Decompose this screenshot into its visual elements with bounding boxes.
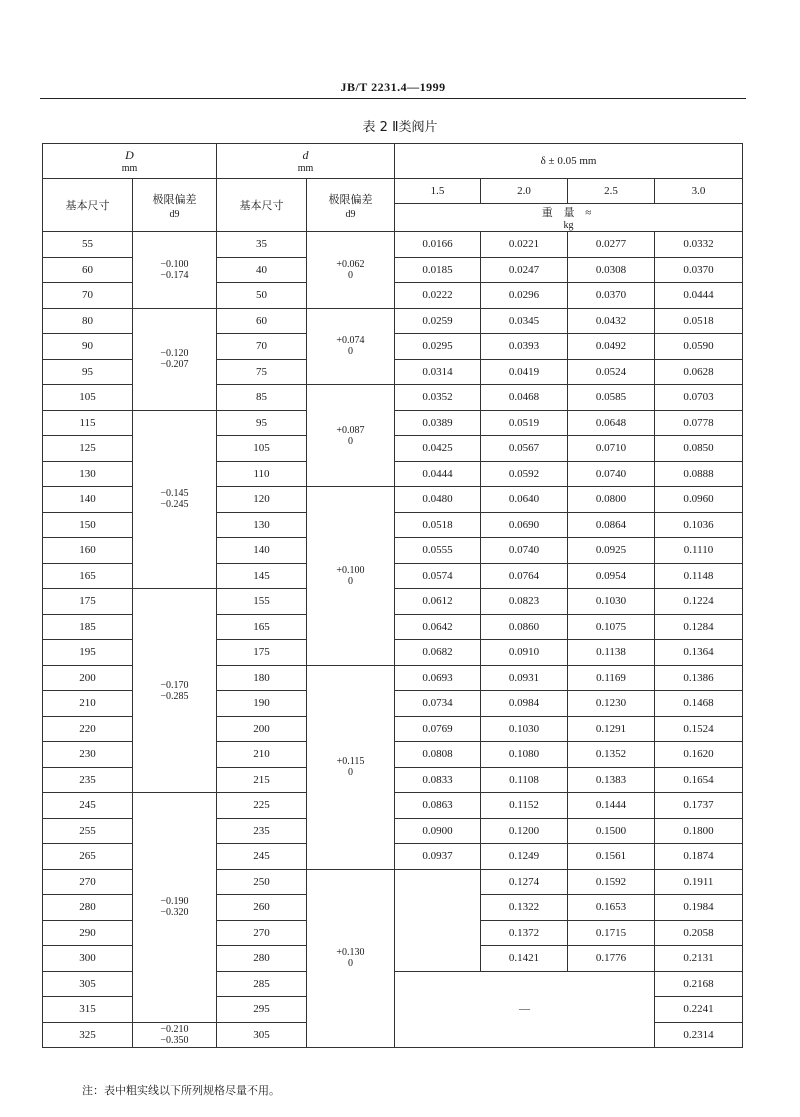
d-basic-size: 145 xyxy=(217,563,307,589)
mass-value: 0.1224 xyxy=(655,589,743,615)
mass-value: 0.1500 xyxy=(568,818,655,844)
mass-value: 0.1030 xyxy=(481,716,568,742)
mass-value: 0.1800 xyxy=(655,818,743,844)
mass-value: 0.0931 xyxy=(481,665,568,691)
thickness-2: 2.0 xyxy=(481,179,568,204)
mass-value: 0.0332 xyxy=(655,232,743,258)
mass-value: 0.0640 xyxy=(481,487,568,513)
mass-value: 0.0480 xyxy=(395,487,481,513)
d-basic-size: 95 xyxy=(217,410,307,436)
mass-value: 0.1200 xyxy=(481,818,568,844)
mass-value: 0.0425 xyxy=(395,436,481,462)
D-limit-deviation-value: −0.100 −0.174 xyxy=(160,258,189,281)
mass-value: 0.0444 xyxy=(655,283,743,309)
mass-value: 0.0864 xyxy=(568,512,655,538)
d-basic-size: 155 xyxy=(217,589,307,615)
d-limit-deviation-value: +0.074 0 xyxy=(336,335,365,358)
d-basic-size-header: 基本尺寸 xyxy=(217,179,307,232)
mass-value: 0.0492 xyxy=(568,334,655,360)
mass-value: 0.0910 xyxy=(481,640,568,666)
mass-value: 0.0370 xyxy=(655,257,743,283)
mass-value: 0.0888 xyxy=(655,461,743,487)
mass-value: 0.0519 xyxy=(481,410,568,436)
D-basic-size: 160 xyxy=(43,538,133,564)
mass-value: 0.1421 xyxy=(481,946,568,972)
table-body xyxy=(43,232,743,1048)
mass-value: 0.0592 xyxy=(481,461,568,487)
mass-value: 0.1364 xyxy=(655,640,743,666)
mass-value: 0.1108 xyxy=(481,767,568,793)
D-limit-deviation xyxy=(133,793,217,1023)
mass-value: 0.1874 xyxy=(655,844,743,870)
d-basic-size: 105 xyxy=(217,436,307,462)
mass-value: 0.1169 xyxy=(568,665,655,691)
mass-value: 0.0444 xyxy=(395,461,481,487)
D-basic-size: 230 xyxy=(43,742,133,768)
d-basic-size: 75 xyxy=(217,359,307,385)
d-limit-dev-label: 极限偏差 xyxy=(328,193,373,206)
mass-value: 0.0585 xyxy=(568,385,655,411)
D-basic-size: 325 xyxy=(43,1022,133,1048)
mass-value: 0.0682 xyxy=(395,640,481,666)
d-basic-size: 225 xyxy=(217,793,307,819)
d-basic-size: 295 xyxy=(217,997,307,1023)
mass-value: 0.0393 xyxy=(481,334,568,360)
D-limit-deviation-value: −0.190 −0.320 xyxy=(160,896,189,919)
D-basic-size: 195 xyxy=(43,640,133,666)
D-basic-size: 130 xyxy=(43,461,133,487)
header-D xyxy=(43,144,217,179)
mass-value: 0.0295 xyxy=(395,334,481,360)
mass-value: 0.0221 xyxy=(481,232,568,258)
mass-value: 0.2314 xyxy=(655,1022,743,1048)
mass-value: 0.1080 xyxy=(481,742,568,768)
D-basic-size: 95 xyxy=(43,359,133,385)
mass-value: 0.0308 xyxy=(568,257,655,283)
mass-value: 0.0648 xyxy=(568,410,655,436)
d-basic-size: 175 xyxy=(217,640,307,666)
D-basic-size: 315 xyxy=(43,997,133,1023)
D-basic-size: 255 xyxy=(43,818,133,844)
D-basic-size: 115 xyxy=(43,410,133,436)
mass-value: 0.0823 xyxy=(481,589,568,615)
mass-value: 0.1715 xyxy=(568,920,655,946)
mass-value: 0.0833 xyxy=(395,767,481,793)
d-limit-deviation-value: +0.087 0 xyxy=(336,424,365,447)
mass-value: 0.0628 xyxy=(655,359,743,385)
d-basic-size: 235 xyxy=(217,818,307,844)
d-basic-size: 165 xyxy=(217,614,307,640)
D-limit-deviation xyxy=(133,232,217,309)
mass-value: 0.0166 xyxy=(395,232,481,258)
D-basic-size: 55 xyxy=(43,232,133,258)
D-basic-size: 210 xyxy=(43,691,133,717)
d-basic-size: 85 xyxy=(217,385,307,411)
mass-value: 0.1524 xyxy=(655,716,743,742)
mass-value: 0.0800 xyxy=(568,487,655,513)
D-basic-size: 150 xyxy=(43,512,133,538)
d-limit-dev-header xyxy=(307,179,395,232)
d-limit-deviation xyxy=(307,665,395,869)
mass-value: 0.0352 xyxy=(395,385,481,411)
d-limit-deviation xyxy=(307,232,395,309)
mass-value: 0.0740 xyxy=(568,461,655,487)
mass-value: 0.2168 xyxy=(655,971,743,997)
D-basic-size: 125 xyxy=(43,436,133,462)
D-basic-size: 70 xyxy=(43,283,133,309)
mass-value: 0.0314 xyxy=(395,359,481,385)
document-standard-number: JB/T 2231.4—1999 xyxy=(340,80,446,94)
header-d xyxy=(217,144,395,179)
mass-value: 0.0740 xyxy=(481,538,568,564)
d-limit-deviation-value: +0.062 0 xyxy=(336,258,365,281)
d-basic-size: 280 xyxy=(217,946,307,972)
d-basic-size: 260 xyxy=(217,895,307,921)
mass-value: 0.1030 xyxy=(568,589,655,615)
mass-value: 0.0259 xyxy=(395,308,481,334)
mass-value: 0.0808 xyxy=(395,742,481,768)
D-basic-size: 140 xyxy=(43,487,133,513)
d-basic-size: 285 xyxy=(217,971,307,997)
mass-value: 0.0222 xyxy=(395,283,481,309)
mass-value: 0.0185 xyxy=(395,257,481,283)
mass-value: 0.1372 xyxy=(481,920,568,946)
D-basic-size: 60 xyxy=(43,257,133,283)
D-limit-deviation-value: −0.120 −0.207 xyxy=(160,348,189,370)
mass-value: 0.1386 xyxy=(655,665,743,691)
mass-value: 0.0703 xyxy=(655,385,743,411)
mass-value: 0.0764 xyxy=(481,563,568,589)
d-unit: mm xyxy=(297,163,314,174)
d-basic-size: 60 xyxy=(217,308,307,334)
mass-value: 0.1653 xyxy=(568,895,655,921)
header-rule xyxy=(40,98,746,99)
mass-value: 0.0984 xyxy=(481,691,568,717)
mass-value: 0.1249 xyxy=(481,844,568,870)
mass-value: 0.0734 xyxy=(395,691,481,717)
D-basic-size: 245 xyxy=(43,793,133,819)
d-basic-size: 190 xyxy=(217,691,307,717)
mass-value: 0.1291 xyxy=(568,716,655,742)
mass-value: 0.0296 xyxy=(481,283,568,309)
mass-value: 0.0518 xyxy=(395,512,481,538)
d-basic-size: 140 xyxy=(217,538,307,564)
d-limit-deviation-value: +0.130 0 xyxy=(336,947,365,970)
mass-value: 0.0518 xyxy=(655,308,743,334)
mass-value: 0.0769 xyxy=(395,716,481,742)
mass-value: 0.0590 xyxy=(655,334,743,360)
d-basic-size: 305 xyxy=(217,1022,307,1048)
mass-value: 0.1152 xyxy=(481,793,568,819)
D-basic-size: 185 xyxy=(43,614,133,640)
mass-value: 0.1561 xyxy=(568,844,655,870)
mass-value: 0.0247 xyxy=(481,257,568,283)
D-limit-deviation-value: −0.170 −0.285 xyxy=(160,679,189,702)
mass-value: 0.1620 xyxy=(655,742,743,768)
D-limit-deviation xyxy=(133,410,217,589)
D-basic-size: 200 xyxy=(43,665,133,691)
mass-value: 0.0850 xyxy=(655,436,743,462)
D-limit-deviation xyxy=(133,308,217,410)
mass-value: 0.0863 xyxy=(395,793,481,819)
D-unit: mm xyxy=(121,163,138,174)
d-basic-size: 215 xyxy=(217,767,307,793)
mass-value: 0.1911 xyxy=(655,869,743,895)
mass-value: 0.2058 xyxy=(655,920,743,946)
mass-label: 重 量 ≈ xyxy=(541,207,596,219)
d-basic-size: 50 xyxy=(217,283,307,309)
mass-value: 0.0778 xyxy=(655,410,743,436)
d-limit-deviation-value: +0.100 0 xyxy=(336,564,365,587)
mass-value: 0.0642 xyxy=(395,614,481,640)
d-limit-deviation xyxy=(307,487,395,666)
D-basic-size: 290 xyxy=(43,920,133,946)
table-note: 注：表中粗实线以下所列规格尽量不用。 xyxy=(82,1084,280,1097)
mass-value: 0.0370 xyxy=(568,283,655,309)
d-basic-size: 200 xyxy=(217,716,307,742)
mass-header xyxy=(395,204,743,232)
not-applicable-cell: — xyxy=(395,971,655,1048)
D-basic-size: 270 xyxy=(43,869,133,895)
d-limit-deviation xyxy=(307,385,395,487)
d-dev-grade: d9 xyxy=(345,208,356,220)
d-limit-deviation xyxy=(307,308,395,385)
mass-value: 0.1352 xyxy=(568,742,655,768)
d-basic-size: 110 xyxy=(217,461,307,487)
mass-value: 0.1322 xyxy=(481,895,568,921)
D-symbol: D xyxy=(125,148,134,162)
d-basic-size: 270 xyxy=(217,920,307,946)
mass-value: 0.1284 xyxy=(655,614,743,640)
D-basic-size-header: 基本尺寸 xyxy=(43,179,133,232)
d-basic-size: 245 xyxy=(217,844,307,870)
valve-plate-table xyxy=(42,143,743,1048)
mass-value: 0.0555 xyxy=(395,538,481,564)
mass-value: 0.0612 xyxy=(395,589,481,615)
mass-value: 0.1075 xyxy=(568,614,655,640)
mass-value: 0.0524 xyxy=(568,359,655,385)
D-limit-deviation-value: −0.145 −0.245 xyxy=(160,488,189,511)
mass-value: 0.1592 xyxy=(568,869,655,895)
mass-value: 0.0345 xyxy=(481,308,568,334)
mass-value: 0.0937 xyxy=(395,844,481,870)
mass-value: 0.1148 xyxy=(655,563,743,589)
mass-value: 0.1654 xyxy=(655,767,743,793)
mass-value: 0.1444 xyxy=(568,793,655,819)
mass-value: 0.2131 xyxy=(655,946,743,972)
D-dev-grade: d9 xyxy=(169,208,180,220)
D-limit-dev-header xyxy=(133,179,217,232)
mass-value: 0.0693 xyxy=(395,665,481,691)
mass-value: 0.0710 xyxy=(568,436,655,462)
empty-cell xyxy=(395,869,481,971)
D-basic-size: 305 xyxy=(43,971,133,997)
mass-value: 0.0900 xyxy=(395,818,481,844)
D-limit-deviation-value: −0.210 −0.350 xyxy=(160,1023,189,1046)
mass-value: 0.0419 xyxy=(481,359,568,385)
D-basic-size: 235 xyxy=(43,767,133,793)
mass-value: 0.0954 xyxy=(568,563,655,589)
mass-value: 0.2241 xyxy=(655,997,743,1023)
d-basic-size: 250 xyxy=(217,869,307,895)
thickness-1: 1.5 xyxy=(395,179,481,204)
mass-value: 0.1110 xyxy=(655,538,743,564)
mass-value: 0.1468 xyxy=(655,691,743,717)
mass-value: 0.1776 xyxy=(568,946,655,972)
mass-value: 0.1383 xyxy=(568,767,655,793)
D-basic-size: 175 xyxy=(43,589,133,615)
mass-value: 0.1984 xyxy=(655,895,743,921)
d-limit-deviation xyxy=(307,869,395,1048)
mass-value: 0.1230 xyxy=(568,691,655,717)
D-limit-dev-label: 极限偏差 xyxy=(152,193,197,206)
d-limit-deviation-value: +0.115 0 xyxy=(336,756,365,778)
mass-value: 0.0389 xyxy=(395,410,481,436)
D-limit-deviation xyxy=(133,589,217,793)
d-basic-size: 35 xyxy=(217,232,307,258)
D-limit-deviation xyxy=(133,1022,217,1048)
mass-value: 0.0277 xyxy=(568,232,655,258)
D-basic-size: 280 xyxy=(43,895,133,921)
header-delta: δ ± 0.05 mm xyxy=(395,144,743,179)
mass-value: 0.1138 xyxy=(568,640,655,666)
thickness-4: 3.0 xyxy=(655,179,743,204)
mass-value: 0.0925 xyxy=(568,538,655,564)
mass-value: 0.0690 xyxy=(481,512,568,538)
mass-value: 0.0960 xyxy=(655,487,743,513)
mass-value: 0.0574 xyxy=(395,563,481,589)
d-basic-size: 210 xyxy=(217,742,307,768)
mass-value: 0.1274 xyxy=(481,869,568,895)
d-basic-size: 70 xyxy=(217,334,307,360)
mass-value: 0.1737 xyxy=(655,793,743,819)
D-basic-size: 300 xyxy=(43,946,133,972)
d-basic-size: 120 xyxy=(217,487,307,513)
mass-unit: kg xyxy=(563,220,574,231)
mass-value: 0.0432 xyxy=(568,308,655,334)
D-basic-size: 220 xyxy=(43,716,133,742)
table-row xyxy=(43,232,743,258)
d-symbol: d xyxy=(302,148,309,162)
D-basic-size: 80 xyxy=(43,308,133,334)
table-title: 表 2 Ⅱ类阀片 xyxy=(362,120,438,135)
d-basic-size: 180 xyxy=(217,665,307,691)
mass-value: 0.0468 xyxy=(481,385,568,411)
D-basic-size: 90 xyxy=(43,334,133,360)
D-basic-size: 105 xyxy=(43,385,133,411)
d-basic-size: 40 xyxy=(217,257,307,283)
D-basic-size: 265 xyxy=(43,844,133,870)
d-basic-size: 130 xyxy=(217,512,307,538)
thickness-3: 2.5 xyxy=(568,179,655,204)
mass-value: 0.0567 xyxy=(481,436,568,462)
table-row xyxy=(43,308,743,334)
D-basic-size: 165 xyxy=(43,563,133,589)
mass-value: 0.1036 xyxy=(655,512,743,538)
mass-value: 0.0860 xyxy=(481,614,568,640)
